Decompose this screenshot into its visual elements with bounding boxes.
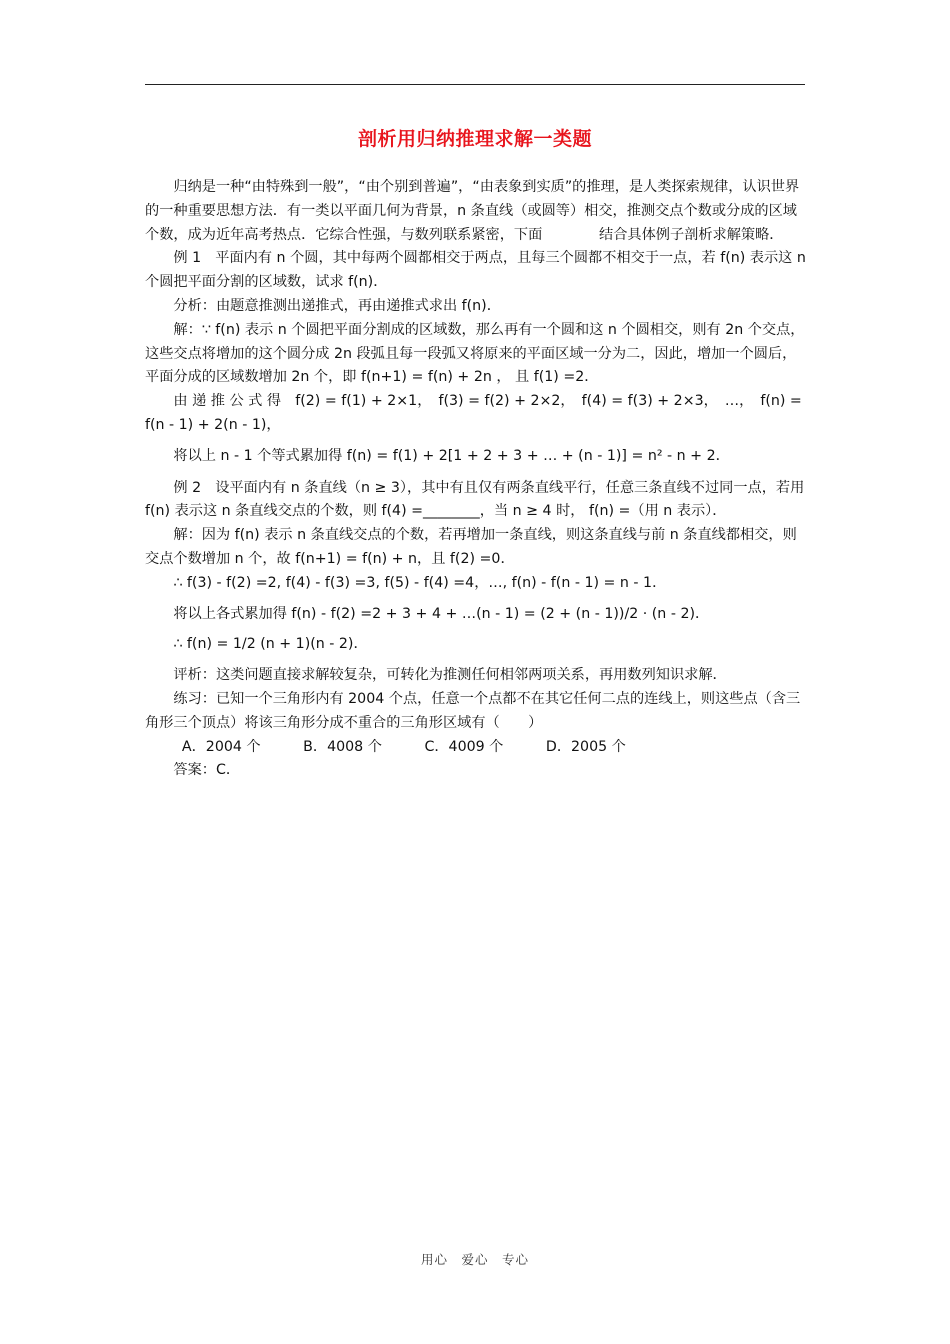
example-1-solution: 解：∵ f(n) 表示 n 个圆把平面分割成的区域数，那么再有一个圆和这 n 个圆相交，则有 2n 个交点，这些交点将增加的这个圆分成 2n 段弧且每一段弧又将原来的平面区域一分为二，因此，增加一个圆后，平面分成的区域数增加 2n 个，即 f(n+1) = f(n) + 2n ， 且 f(1) =2． bbox=[145, 321, 805, 386]
example-1-recurrence: 由 递 推 公 式 得 f(2) = f(1) + 2×1， f(3) = f(2) + 2×2， f(4) = f(3) + 2×3， …， f(n) = f(n - 1) + 2(n - 1)， bbox=[145, 393, 802, 433]
exercise-options: A．2004 个 B．4008 个 C．4009 个 D．2005 个 bbox=[181, 738, 626, 755]
example-2-problem: 例 2 设平面内有 n 条直线（n ≥ 3），其中有且仅有两条直线平行，任意三条直线不过同一点，若用 f(n) 表示这 n 条直线交点的个数，则 f(4) =________，当 n ≥ 4 时， f(n) =（用 n 表示）． bbox=[145, 479, 805, 520]
example-1-result: 将以上 n - 1 个等式累加得 f(n) = f(1) + 2[1 + 2 + 3 + … + (n - 1)] = n² - n + 2． bbox=[173, 447, 730, 464]
answer: 答案：C． bbox=[173, 762, 241, 779]
document-body bbox=[145, 176, 809, 783]
example-2-result: ∴ f(n) = 1/2 (n + 1)(n - 2)． bbox=[173, 636, 368, 653]
page-footer: 用心 爱心 专心 bbox=[420, 1252, 529, 1267]
commentary: 评析：这类问题直接求解较复杂，可转化为推测任何相邻两项关系，再用数列知识求解． bbox=[173, 667, 727, 684]
exercise: 练习：已知一个三角形内有 2004 个点，任意一个点都不在其它任何二点的连线上，则这些点（含三角形三个顶点）将该三角形分成不重合的三角形区域有（ ） bbox=[145, 690, 801, 731]
example-2-differences: ∴ f(3) - f(2) =2, f(4) - f(3) =3, f(5) - f(4) =4，…, f(n) - f(n - 1) = n - 1． bbox=[173, 574, 667, 591]
example-1-problem: 例 1 平面内有 n 个圆，其中每两个圆都相交于两点，且每三个圆都不相交于一点，若 f(n) 表示这 n 个圆把平面分割的区域数，试求 f(n)． bbox=[145, 250, 806, 291]
document-title: 剖析用归纳推理求解一类题 bbox=[357, 128, 592, 150]
intro-paragraph: 归纳是一种“由特殊到一般”，“由个别到普遍”，“由表象到实质”的推理，是人类探索规律，认识世界的一种重要思想方法．有一类以平面几何为背景，n 条直线（或圆等）相交，推测交点个数或分成的区域个数，成为近年高考热点．它综合性强，与数列联系紧密，下面 结合具体例子剖析求解策略． bbox=[145, 179, 800, 243]
header-rule bbox=[145, 84, 805, 85]
example-1-analysis: 分析：由题意推测出递推式，再由递推式求出 f(n)． bbox=[173, 297, 501, 314]
example-2-solution: 解：因为 f(n) 表示 n 条直线交点的个数，若再增加一条直线，则这条直线与前 n 条直线都相交，则交点个数增加 n 个，故 f(n+1) = f(n) + n，且 f(2) =0． bbox=[145, 527, 797, 567]
example-2-sum: 将以上各式累加得 f(n) - f(2) =2 + 3 + 4 + …(n - 1) = (2 + (n - 1))/2 · (n - 2)． bbox=[173, 605, 710, 622]
